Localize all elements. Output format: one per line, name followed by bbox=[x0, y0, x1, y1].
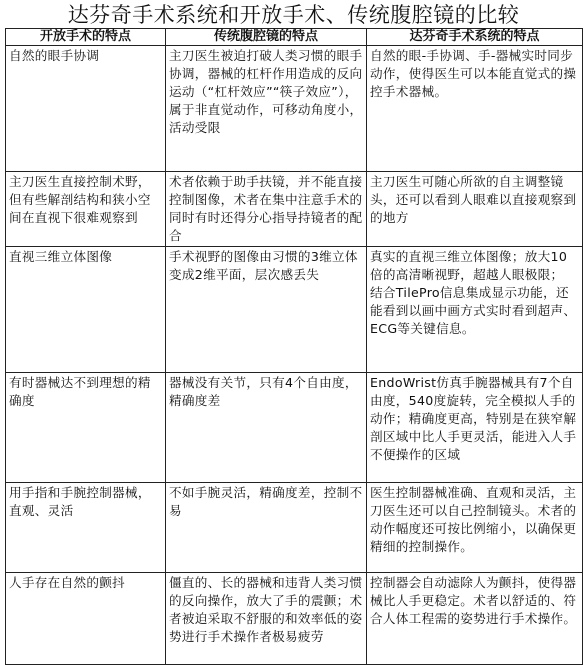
cell-traditional-laparoscopy: 手术视野的图像由习惯的3维立体变成2维平面，层次感丢失 bbox=[166, 247, 367, 373]
table-row bbox=[6, 573, 583, 665]
table-row bbox=[6, 247, 583, 373]
cell-traditional-laparoscopy: 主刀医生被迫打破人类习惯的眼手协调，器械的杠杆作用造成的反向运动（“杠杆效应”“筷子效应”），属于非直觉动作，可移动角度小，活动受限 bbox=[166, 46, 367, 172]
header-open-surgery: 开放手术的特点 bbox=[6, 29, 166, 46]
cell-traditional-laparoscopy: 僵直的、长的器械和违背人类习惯的反向操作，放大了手的震颤；术者被迫采取不舒服的和效率低的姿势进行手术操作者极易疲劳 bbox=[166, 573, 367, 665]
cell-open-surgery: 主刀医生直接控制术野，但有些解剖结构和狭小空间在直视下很难观察到 bbox=[6, 172, 166, 247]
table-row bbox=[6, 172, 583, 247]
cell-da-vinci-system: 控制器会自动滤除人为颤抖，使得器械比人手更稳定。术者以舒适的、符合人体工程需的姿势进行手术操作。 bbox=[367, 573, 583, 665]
header-traditional-laparoscopy: 传统腹腔镜的特点 bbox=[166, 29, 367, 46]
table-row bbox=[6, 483, 583, 573]
cell-traditional-laparoscopy: 器械没有关节，只有4个自由度，精确度差 bbox=[166, 373, 367, 483]
cell-open-surgery: 有时器械达不到理想的精确度 bbox=[6, 373, 166, 483]
cell-traditional-laparoscopy: 术者依赖于助手扶镜，并不能直接控制图像，术者在集中注意手术的同时有时还得分心指导持镜者的配合 bbox=[166, 172, 367, 247]
cell-traditional-laparoscopy: 不如手腕灵活，精确度差，控制不易 bbox=[166, 483, 367, 573]
cell-open-surgery: 用手指和手腕控制器械，直观、灵活 bbox=[6, 483, 166, 573]
cell-da-vinci-system: 医生控制器械准确、直观和灵活，主刀医生还可以自己控制镜头。术者的动作幅度还可按比例缩小，以确保更精细的控制操作。 bbox=[367, 483, 583, 573]
cell-open-surgery: 人手存在自然的颤抖 bbox=[6, 573, 166, 665]
cell-da-vinci-system: 真实的直视三维立体图像；放大10倍的高清晰视野，超越人眼极限； 结合TilePro信息集成显示功能，还能看到以画中画方式实时看到超声、ECG等关键信息。 bbox=[367, 247, 583, 373]
table-row bbox=[6, 46, 583, 172]
header-row bbox=[6, 29, 583, 46]
page-title: 达芬奇手术系统和开放手术、传统腹腔镜的比较 bbox=[67, 3, 520, 27]
header-da-vinci-system: 达芬奇手术系统的特点 bbox=[367, 29, 583, 46]
table-row bbox=[6, 373, 583, 483]
comparison-table bbox=[5, 28, 583, 665]
cell-da-vinci-system: EndoWrist仿真手腕器械具有7个自由度，540度旋转，完全模拟人手的动作；精确度更高，特别是在狭窄解剖区域中比人手更灵活，能进入人手不便操作的区域 bbox=[367, 373, 583, 483]
cell-open-surgery: 直视三维立体图像 bbox=[6, 247, 166, 373]
cell-da-vinci-system: 主刀医生可随心所欲的自主调整镜头，还可以看到人眼难以直接观察到的地方 bbox=[367, 172, 583, 247]
cell-da-vinci-system: 自然的眼-手协调、手-器械实时同步动作，使得医生可以本能直觉式的操控手术器械。 bbox=[367, 46, 583, 172]
cell-open-surgery: 自然的眼手协调 bbox=[6, 46, 166, 172]
